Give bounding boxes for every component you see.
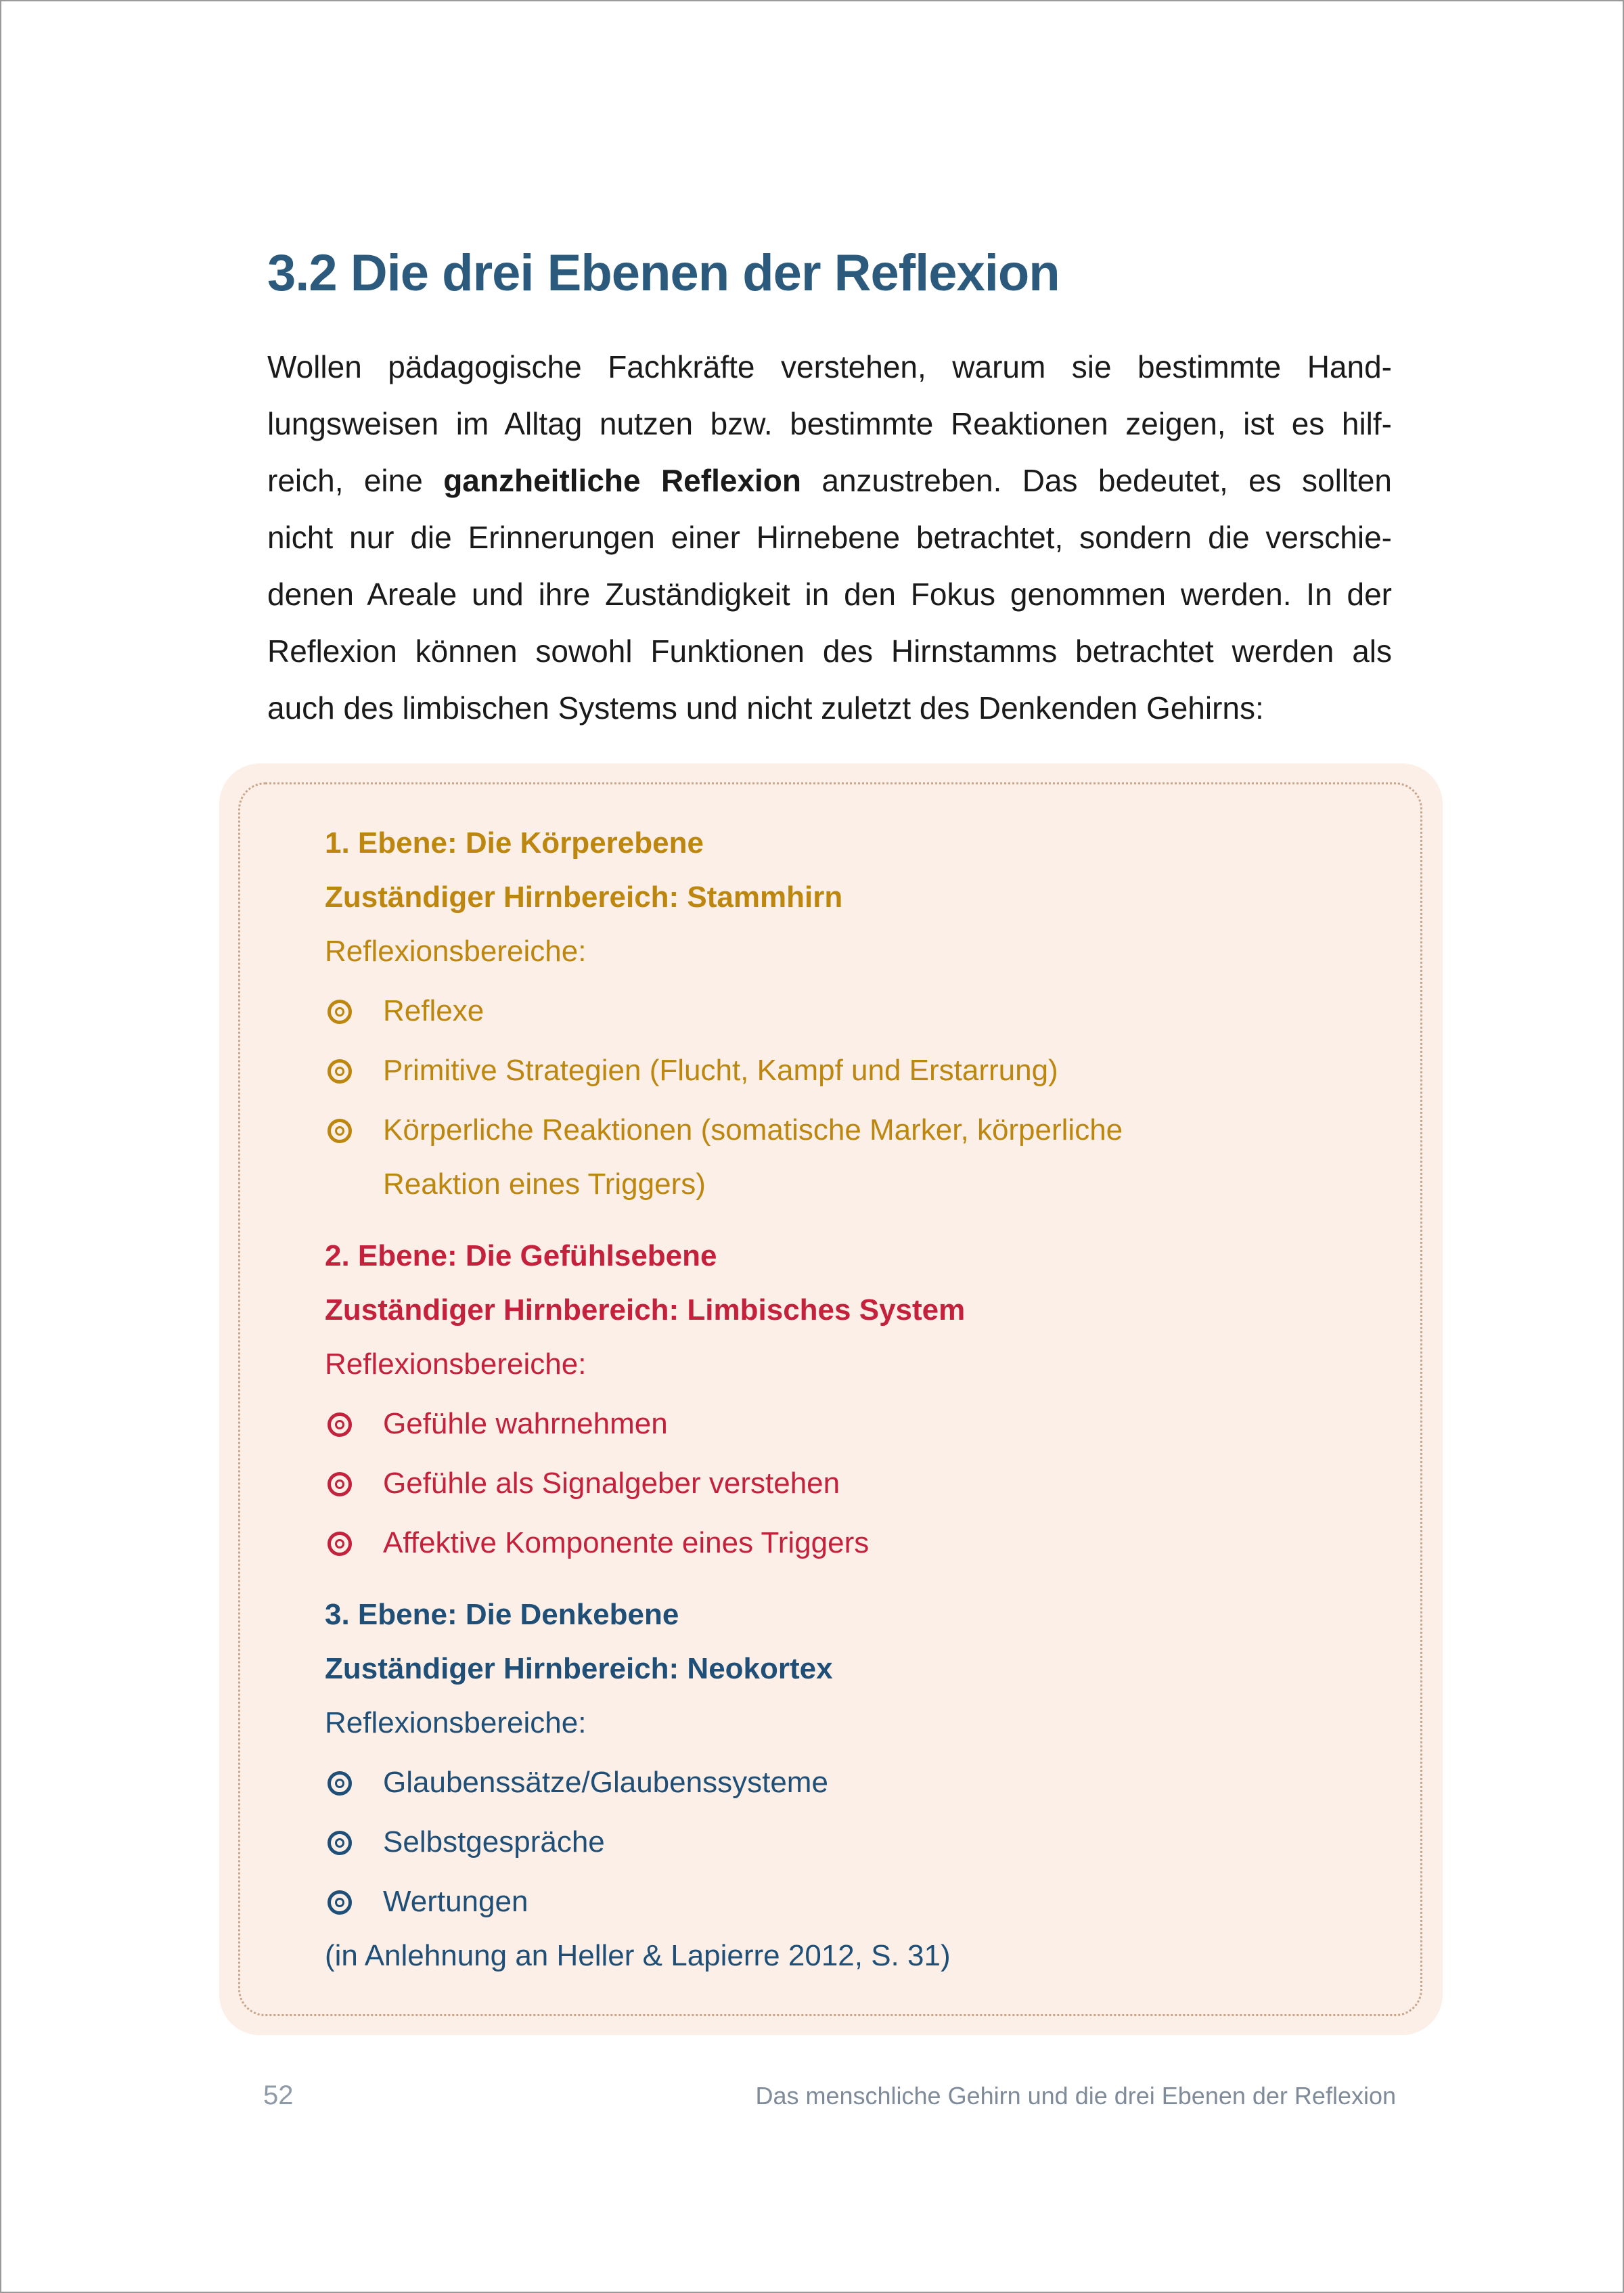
list-item — [325, 1815, 1380, 1869]
item-text: Gefühle als Signalgeber verstehen — [383, 1467, 840, 1500]
source-citation: (in Anlehnung an Heller & Lapierre 2012, S. 31) — [325, 1939, 951, 1972]
level-title: 2. Ebene: Die Gefühlsebene — [325, 1239, 717, 1272]
level-brain-area: Zuständiger Hirnbereich: Stammhirn — [325, 881, 843, 914]
level-title: 3. Ebene: Die Denkebene — [325, 1598, 679, 1631]
level-1-section — [325, 816, 1380, 1211]
bold-term: ganzheitliche Reflexion — [443, 463, 802, 498]
list-item — [325, 1103, 1380, 1211]
page-number: 52 — [263, 2080, 294, 2110]
intro-paragraph — [267, 338, 1392, 736]
section-heading: 3.2 Die drei Ebenen der Reflexion — [267, 244, 1060, 302]
list-item — [325, 1875, 1380, 1929]
item-text: Primitive Strategien (Flucht, Kampf und Erstarrung) — [383, 1054, 1058, 1087]
paragraph-line: denen Areale und ihre Zuständigkeit in den Fokus genommen werden. In der — [267, 577, 1392, 612]
paragraph-line: Wollen pädagogische Fachkräfte verstehen, warum sie bestimmte Hand- — [267, 349, 1392, 384]
target-bullet-icon — [325, 1103, 383, 1157]
running-footer-title: Das menschliche Gehirn und die drei Ebenen der Reflexion — [755, 2082, 1396, 2110]
list-item — [325, 1456, 1380, 1511]
info-box-content — [325, 816, 1380, 1983]
item-text — [383, 1103, 1123, 1211]
text: reich, eine — [267, 463, 444, 498]
text: anzustreben. Das bedeutet, es sollten — [801, 463, 1393, 498]
level-2-section — [325, 1229, 1380, 1570]
target-bullet-icon — [325, 1397, 383, 1451]
item-text: Selbstgespräche — [383, 1825, 605, 1858]
list-item — [325, 1756, 1380, 1810]
level-label: Reflexionsbereiche: — [325, 1706, 587, 1739]
paragraph-line: lungsweisen im Alltag nutzen bzw. bestimmte Reaktionen zeigen, ist es hilf- — [267, 406, 1392, 441]
item-text: Reflexe — [383, 994, 484, 1027]
item-text: Wertungen — [383, 1885, 528, 1918]
level-label: Reflexionsbereiche: — [325, 1348, 587, 1381]
list-item — [325, 1397, 1380, 1451]
list-item — [325, 984, 1380, 1038]
level-3-section — [325, 1588, 1380, 1929]
paragraph-line: auch des limbischen Systems und nicht zuletzt des Denkenden Gehirns: — [267, 690, 1264, 726]
level-brain-area: Zuständiger Hirnbereich: Limbisches System — [325, 1293, 966, 1327]
paragraph-line — [267, 452, 1392, 509]
item-line: Körperliche Reaktionen (somatische Marker, körperliche — [383, 1113, 1123, 1146]
target-bullet-icon — [325, 1815, 383, 1869]
item-text: Gefühle wahrnehmen — [383, 1407, 668, 1440]
target-bullet-icon — [325, 984, 383, 1038]
item-text: Affektive Komponente eines Triggers — [383, 1526, 870, 1559]
level-label: Reflexionsbereiche: — [325, 935, 587, 968]
list-item — [325, 1044, 1380, 1098]
target-bullet-icon — [325, 1044, 383, 1098]
target-bullet-icon — [325, 1875, 383, 1929]
item-line: Reaktion eines Triggers) — [383, 1167, 706, 1201]
target-bullet-icon — [325, 1756, 383, 1810]
level-title: 1. Ebene: Die Körperebene — [325, 826, 704, 860]
target-bullet-icon — [325, 1456, 383, 1511]
item-text: Glaubenssätze/Glaubenssysteme — [383, 1766, 828, 1799]
paragraph-line: nicht nur die Erinnerungen einer Hirnebene betrachtet, sondern die verschie- — [267, 520, 1392, 555]
target-bullet-icon — [325, 1516, 383, 1570]
level-brain-area: Zuständiger Hirnbereich: Neokortex — [325, 1652, 833, 1685]
paragraph-line: Reflexion können sowohl Funktionen des Hirnstamms betrachtet werden als — [267, 633, 1392, 669]
list-item — [325, 1516, 1380, 1570]
